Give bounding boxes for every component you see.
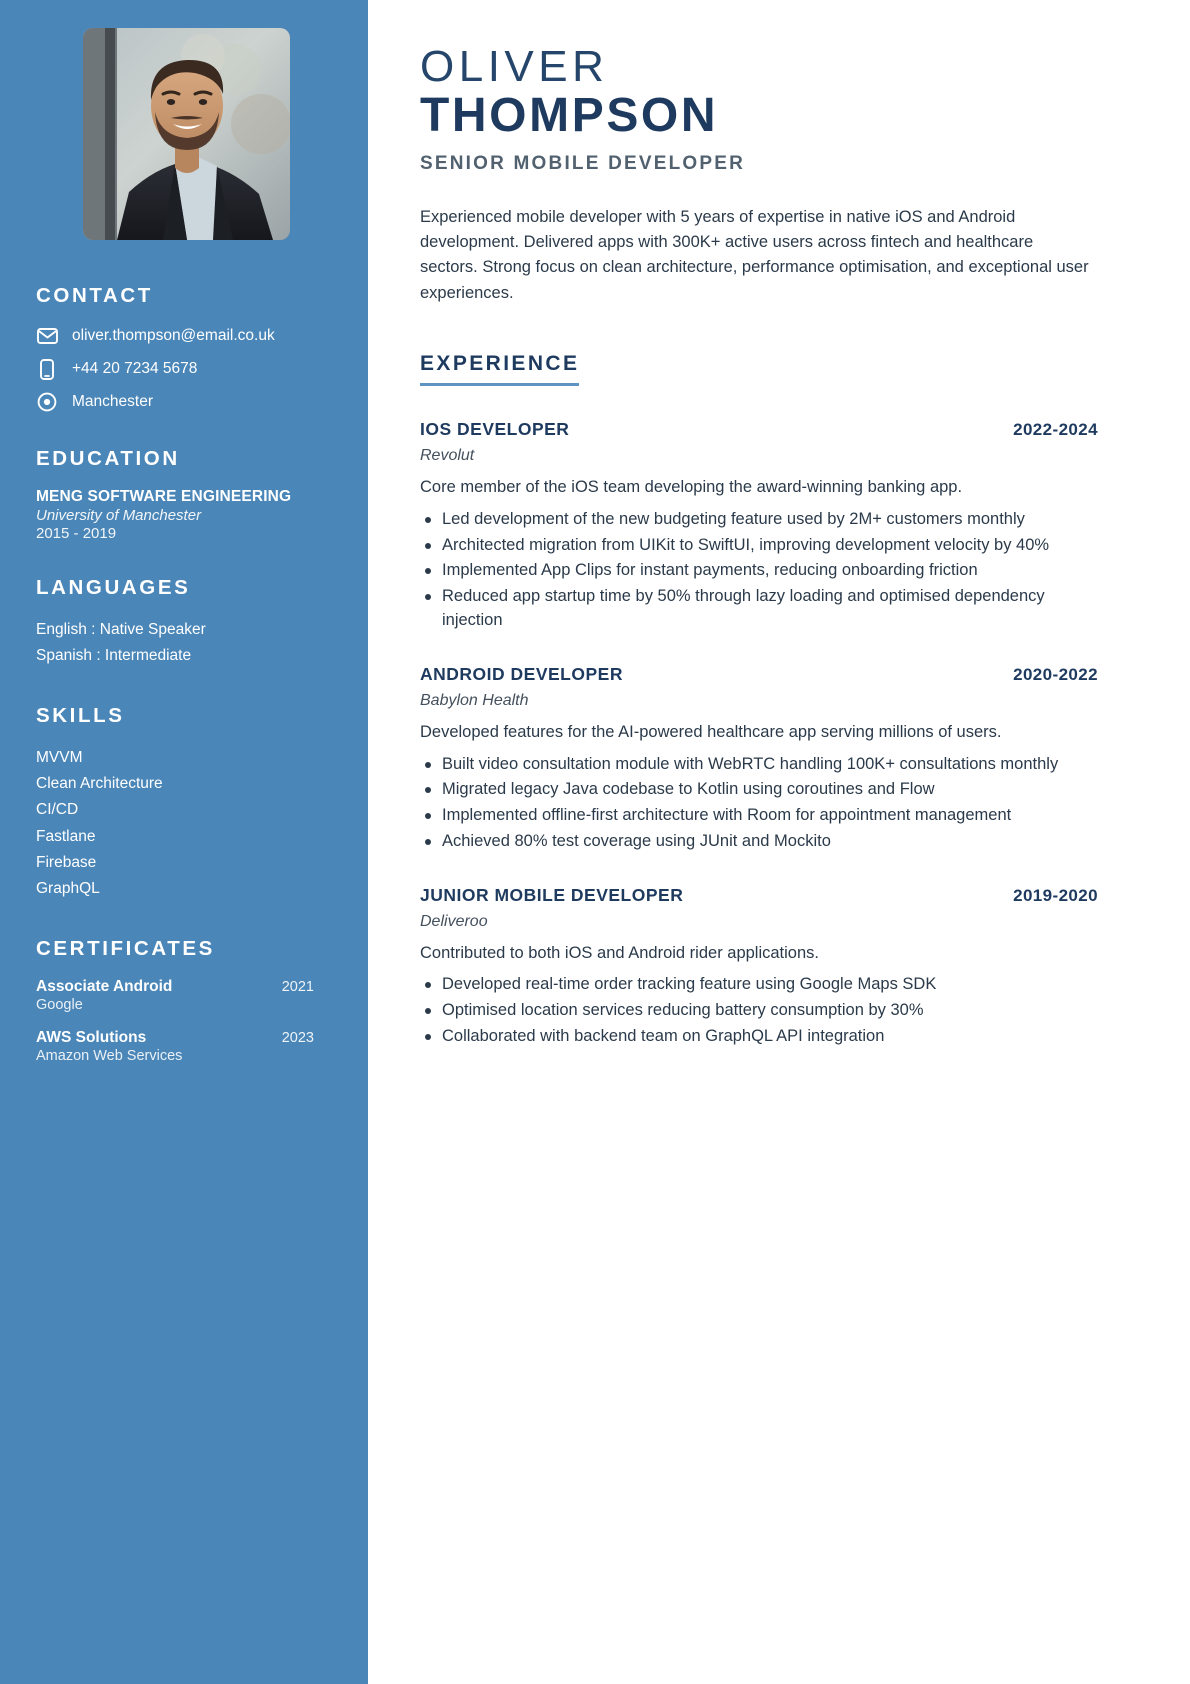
certificate-year: 2023 <box>281 1029 314 1046</box>
skills-section <box>36 704 336 903</box>
education-years: 2015 - 2019 <box>36 525 117 542</box>
languages-section <box>36 576 336 670</box>
skill-item: Clean Architecture <box>36 775 163 793</box>
certificate-item <box>36 1029 336 1064</box>
job-company: Babylon Health <box>420 691 529 709</box>
job-role: JUNIOR MOBILE DEVELOPER <box>420 884 684 905</box>
experience-entry-header <box>420 664 1098 685</box>
certificate-issuer: Google <box>36 996 83 1013</box>
job-description: Core member of the iOS team developing the award-winning banking app. <box>420 477 963 496</box>
education-section <box>36 447 336 542</box>
job-bullet: Collaborated with backend team on GraphQL API integration <box>420 1025 1098 1049</box>
contact-location-value: Manchester <box>72 393 153 411</box>
professional-title: SENIOR MOBILE DEVELOPER <box>420 153 746 175</box>
job-dates: 2020-2022 <box>1013 664 1098 684</box>
skill-item: CI/CD <box>36 801 79 819</box>
job-bullet: Implemented App Clips for instant payments, reducing onboarding friction <box>420 559 1098 583</box>
first-name: OLIVER <box>420 42 609 91</box>
contact-email[interactable] <box>36 325 336 347</box>
job-role: ANDROID DEVELOPER <box>420 663 623 684</box>
certificate-name: Associate Android <box>36 977 173 995</box>
contact-location[interactable] <box>36 391 336 413</box>
skill-item: Firebase <box>36 854 97 872</box>
job-dates: 2019-2020 <box>1013 885 1098 905</box>
contact-heading: CONTACT <box>36 284 153 307</box>
job-role: IOS DEVELOPER <box>420 418 570 439</box>
job-description: Contributed to both iOS and Android rider applications. <box>420 943 819 962</box>
skill-item: Fastlane <box>36 827 96 845</box>
skills-heading: SKILLS <box>36 703 125 727</box>
education-school: University of Manchester <box>36 507 202 524</box>
job-bullet: Implemented offline-first architecture with Room for appointment management <box>420 804 1098 828</box>
experience-entry-header <box>420 419 1098 440</box>
main-content <box>368 0 1190 1684</box>
experience-entry <box>420 419 1098 633</box>
job-bullet: Optimised location services reducing battery consumption by 30% <box>420 999 1098 1023</box>
certificate-item <box>36 978 336 1013</box>
education-entry <box>36 488 336 542</box>
skill-item: MVVM <box>36 748 83 766</box>
certificate-header <box>36 1029 336 1047</box>
job-company: Revolut <box>420 446 475 464</box>
job-bullet: Reduced app startup time by 50% through lazy loading and optimised dependency injection <box>420 585 1098 633</box>
certificates-heading: CERTIFICATES <box>36 936 215 960</box>
job-bullet-list <box>420 508 1098 633</box>
experience-entry <box>420 885 1098 1049</box>
job-bullet: Achieved 80% test coverage using JUnit and Mockito <box>420 830 1098 854</box>
sidebar <box>0 0 368 1684</box>
job-bullet: Developed real-time order tracking feature using Google Maps SDK <box>420 973 1098 997</box>
experience-entry-header <box>420 885 1098 906</box>
education-degree: MENG SOFTWARE ENGINEERING <box>36 488 292 505</box>
certificates-section <box>36 937 336 1064</box>
contact-phone[interactable] <box>36 358 336 380</box>
skill-item: GraphQL <box>36 880 100 898</box>
portrait-photo-icon <box>83 28 290 240</box>
certificate-year: 2021 <box>281 978 314 995</box>
certificate-header <box>36 978 336 996</box>
experience-heading: EXPERIENCE <box>420 352 579 386</box>
job-bullet-list <box>420 973 1098 1048</box>
photo-container <box>36 28 336 240</box>
envelope-icon <box>36 325 58 347</box>
job-bullet: Led development of the new budgeting feature used by 2M+ customers monthly <box>420 508 1098 532</box>
job-bullet: Architected migration from UIKit to SwiftUI, improving development velocity by 40% <box>420 534 1098 558</box>
job-dates: 2022-2024 <box>1013 419 1098 439</box>
language-item: Spanish : Intermediate <box>36 647 192 665</box>
contact-phone-value: +44 20 7234 5678 <box>72 360 198 378</box>
location-pin-icon <box>36 391 58 413</box>
languages-heading: LANGUAGES <box>36 576 191 599</box>
contact-section <box>36 284 336 413</box>
education-heading: EDUCATION <box>36 447 180 470</box>
last-name: THOMPSON <box>420 89 719 143</box>
contact-email-value: oliver.thompson@email.co.uk <box>72 327 275 345</box>
avatar <box>83 28 290 240</box>
experience-entry <box>420 664 1098 854</box>
certificate-issuer: Amazon Web Services <box>36 1047 183 1064</box>
certificate-name: AWS Solutions <box>36 1028 147 1046</box>
resume-header <box>420 42 1098 175</box>
professional-summary: Experienced mobile developer with 5 years of expertise in native iOS and Android development. Delivered apps with 300K+ active users across fintech and healthcare sectors. Strong focus on clean architecture, performance optimisation, and exceptional user experiences. <box>420 208 1089 302</box>
job-bullet: Built video consultation module with WebRTC handling 100K+ consultations monthly <box>420 753 1098 777</box>
language-item: English : Native Speaker <box>36 621 206 638</box>
job-bullet-list <box>420 753 1098 854</box>
job-bullet: Migrated legacy Java codebase to Kotlin using coroutines and Flow <box>420 778 1098 802</box>
job-description: Developed features for the AI-powered healthcare app serving millions of users. <box>420 722 1002 741</box>
phone-icon <box>36 358 58 380</box>
job-company: Deliveroo <box>420 912 488 930</box>
